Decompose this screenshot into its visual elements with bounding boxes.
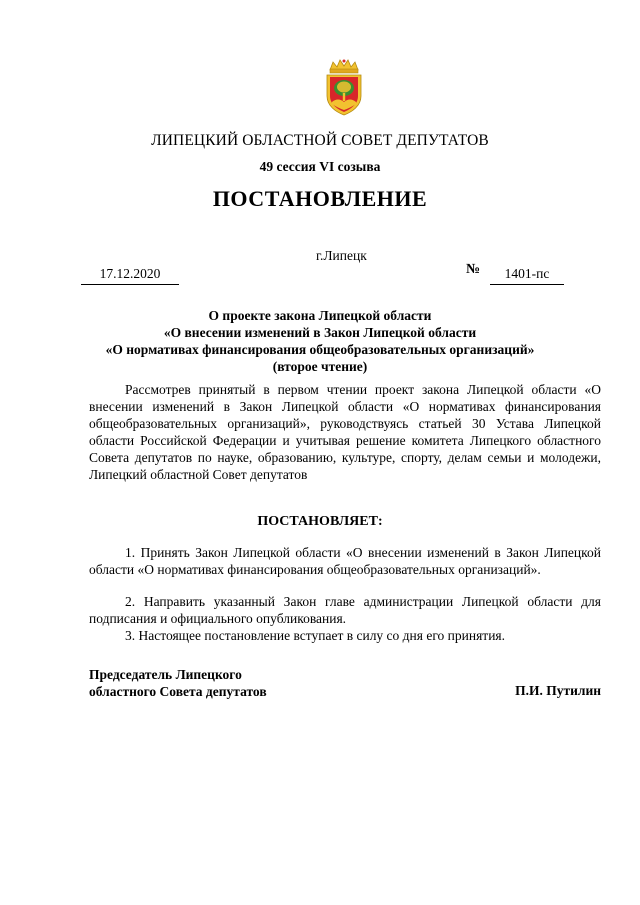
subject-line: О проекте закона Липецкой области (208, 308, 432, 323)
session-label: 49 сессия VI созыва (259, 159, 381, 174)
document-number: 1401-пс (490, 266, 564, 285)
resolution-item-text: 1. Принять Закон Липецкой области «О внесении изменений в Закон Липецкой области «О нормативах финансирования общеобразовательных организаций». (89, 545, 601, 577)
resolution-item-text: 2. Направить указанный Закон главе администрации Липецкой области для подписания и официального опубликования. (89, 594, 601, 626)
document-subject (0, 307, 640, 375)
number-sign: № (466, 262, 481, 277)
signatory-position-line: областного Совета депутатов (89, 684, 267, 699)
resolution-item-text: 3. Настоящее постановление вступает в силу со дня его принятия. (125, 628, 506, 643)
preamble-text: Рассмотрев принятый в первом чтении проект закона Липецкой области «О внесении изменений в Закон Липецкой области «О нормативах финансирования общеобразовательных организаций», руководствуясь статьей 30 Устава Липецкой области Российской Федерации и учитывая решение комитета Липецкого областного Совета депутатов по науке, образованию, культуре, спорту, делам семьи и молодежи, Липецкий областной Совет депутатов (89, 382, 601, 482)
resolution-item (89, 593, 601, 627)
subject-line: «О нормативах финансирования общеобразовательных организаций» (105, 342, 535, 357)
resolution-item (89, 544, 601, 578)
document-date: 17.12.2020 (81, 266, 179, 285)
reading-stage: (второе чтение) (272, 359, 368, 374)
document-type-title: ПОСТАНОВЛЕНИЕ (212, 186, 428, 211)
preamble-paragraph (89, 381, 601, 483)
subject-line: «О внесении изменений в Закон Липецкой области (163, 325, 477, 340)
signatory-position-line: Председатель Липецкого (89, 667, 242, 682)
resolves-heading: ПОСТАНОВЛЯЕТ: (257, 514, 383, 529)
signatory-position (89, 666, 267, 700)
signatory-name: П.И. Путилин (515, 683, 601, 698)
coat-of-arms-icon (324, 58, 364, 116)
city-label: г.Липецк (316, 248, 367, 263)
resolution-item (89, 627, 601, 644)
council-name: ЛИПЕЦКИЙ ОБЛАСТНОЙ СОВЕТ ДЕПУТАТОВ (151, 132, 489, 149)
